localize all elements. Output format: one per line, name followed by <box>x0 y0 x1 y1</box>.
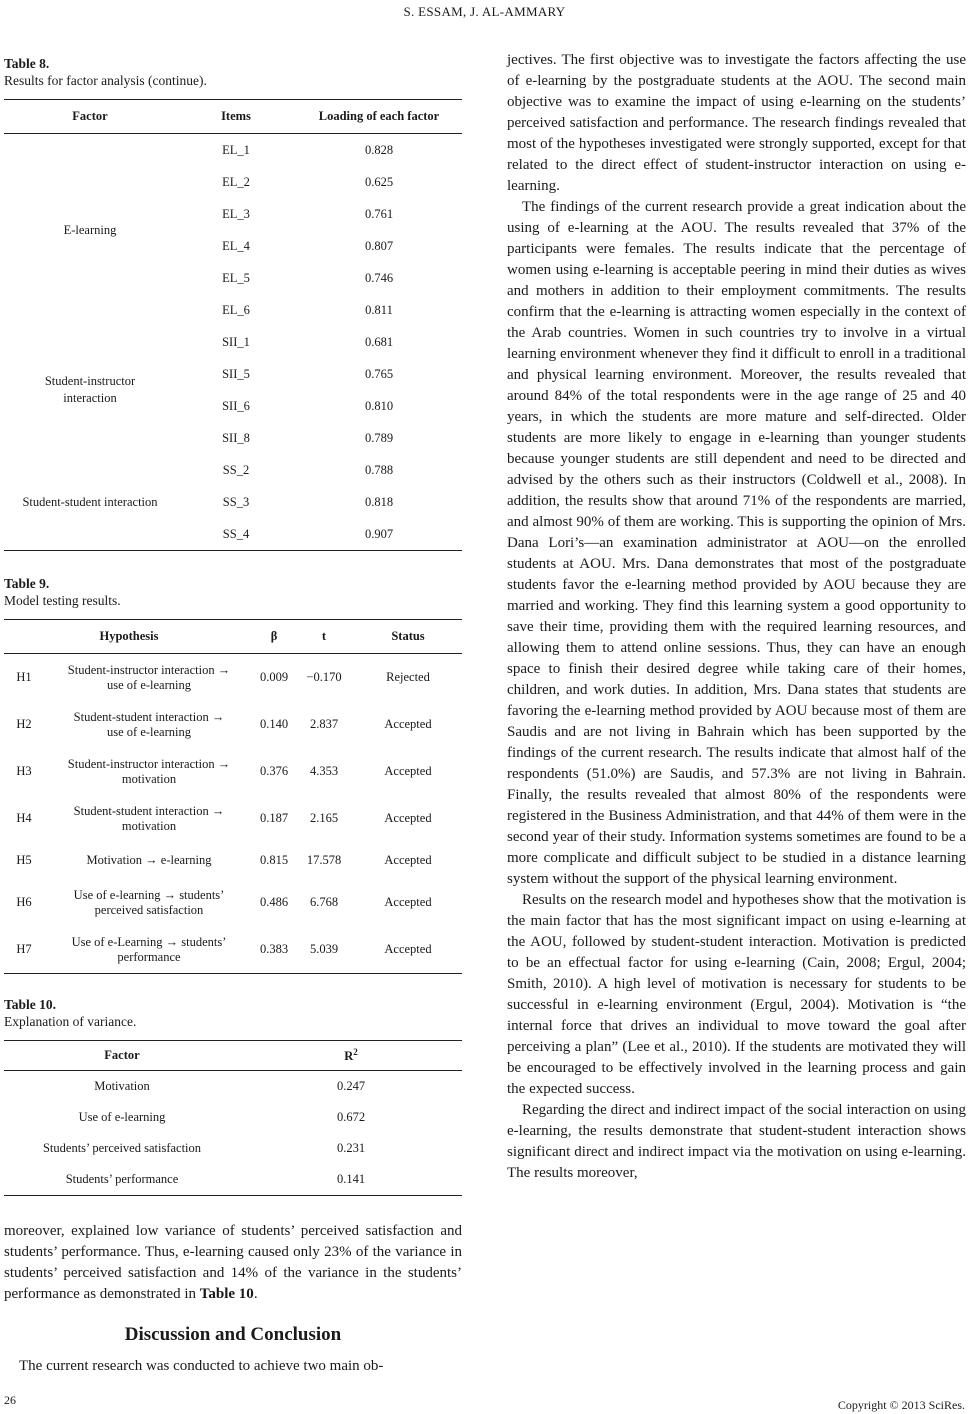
left-paragraph-2: The current research was conducted to achieve two main ob- <box>19 1358 384 1374</box>
table-row <box>4 326 462 358</box>
item-cell: SS_2 <box>222 462 250 477</box>
t-cell: 6.768 <box>309 895 339 909</box>
table8 <box>4 99 462 551</box>
hypothesis-text <box>44 926 254 974</box>
hypothesis-line1: Motivation → e-learning <box>86 853 212 867</box>
table-row <box>4 842 462 879</box>
table-row <box>4 879 462 926</box>
hypothesis-id: H4 <box>16 811 32 825</box>
status-cell: Accepted <box>384 853 432 867</box>
item-cell: SS_3 <box>222 494 250 509</box>
hypothesis-id: H1 <box>16 670 32 684</box>
hypothesis-line1: Student-student interaction → <box>73 709 225 724</box>
table-row <box>4 1164 462 1196</box>
hypothesis-line1: Student-student interaction → <box>73 803 225 818</box>
table8-factor-cell: Student-student interaction <box>4 454 176 551</box>
t-cell: 4.353 <box>309 764 339 778</box>
table8-factor-cell: Student-instructor interaction <box>44 374 136 405</box>
hypothesis-line1: Use of e-learning → students’ <box>73 887 225 902</box>
right-paragraph-2: The findings of the current research provide a great indication about the using of e-learning at the AOU. The results revealed that 37% of the participants were females. The results indicate that the percentage of women using e-learning is acceptable peering in mind their duties as wives and mothers in addition to their employment commitments. The results confirm that the e-learning is attracting women especially in the context of the Arab countries. Women in such countries try to involve in a virtual learning environment whenever they find it difficult to enroll in a traditional and physical learning environment. Moreover, the results revealed that around 84% of the total respondents were in the age range of 25 and 40 years, in which the students are more mature and self-directed. Older students are more likely to engage in e-learning than younger students because younger students are still dependent and need to be directed and advised by the others such as their instructors (Coldwell et al., 2008). In addition, the results show that around 71% of the respondents are married, and almost 90% of them are working. This is supporting the opinion of Mrs. Dana Lori’s—an examination administrator at AOU—on the enrolled students at AOU. Mrs. Dana demonstrates that most of the postgraduate students favor the e-learning method provided by AOU because they are married and working. They find this learning system a good opportunity to save their time, providing them with the required learning resources, and allowing them to attend online sessions. Thus, they can have an enough space to finish their desired degree while taking care of their homes, children, and work duties. In addition, Mrs. Dana states that students are favoring the e-learning method provided by AOU because most of them are Saudis and are not living in Bahrain which has been supported by the findings of the current research. The results indicate that almost half of the respondents (51.0%) are Saudis, and 57.3% are not living in Bahrain. Finally, the results revealed that almost 80% of the respondents were registered in the Business Administration, and that 44% of them were in the second year of their study. Information systems sometimes are found to be a more complicate and difficult subject to be studied in a distance learning system without the support of the physical learning environment. <box>507 199 966 887</box>
item-cell: EL_6 <box>222 302 250 317</box>
table9-header-hypothesis: Hypothesis <box>4 620 254 654</box>
table8-title: Table 8. <box>4 56 50 71</box>
hypothesis-id: H2 <box>16 717 32 731</box>
hypothesis-text <box>44 795 254 842</box>
hypothesis-text <box>44 879 254 926</box>
hypothesis-line2: performance <box>117 949 181 964</box>
hypothesis-line2: motivation <box>121 818 177 833</box>
table10-header-r2 <box>240 1041 462 1071</box>
beta-cell: 0.009 <box>259 670 289 684</box>
item-cell: EL_1 <box>222 142 250 157</box>
table9-header-status: Status <box>354 620 462 654</box>
loading-cell: 0.818 <box>364 494 394 509</box>
table-row <box>4 1102 462 1133</box>
hypothesis-id: H5 <box>16 853 32 867</box>
factor-cell: Students’ perceived satisfaction <box>42 1141 202 1155</box>
hypothesis-line1: Use of e-Learning → students’ <box>71 934 227 949</box>
table9-subtitle: Model testing results. <box>4 593 121 608</box>
table-row <box>4 654 462 702</box>
t-cell: 17.578 <box>306 853 342 867</box>
hypothesis-line1: Student-instructor interaction → <box>67 662 231 677</box>
t-cell: 2.165 <box>309 811 339 825</box>
status-cell: Accepted <box>384 717 432 731</box>
status-cell: Accepted <box>384 895 432 909</box>
copyright: Copyright © 2013 SciRes. <box>837 1398 965 1412</box>
status-cell: Accepted <box>384 811 432 825</box>
right-paragraph-1: jectives. The first objective was to investigate the factors affecting the use of e-learning by the postgraduate students at the AOU. The second main objective was to examine the impact of using e-learning on the students’ perceived satisfaction and performance. The research findings revealed that most of the hypotheses investigated were strongly supported, except for that related to the direct effect of student-instructor interaction on using e-learning. <box>507 52 966 194</box>
r2-cell: 0.247 <box>336 1079 366 1093</box>
beta-cell: 0.486 <box>259 895 289 909</box>
table9-header-t: t <box>294 620 354 654</box>
table9-caption <box>4 575 462 609</box>
loading-cell: 0.811 <box>365 302 393 317</box>
r2-cell: 0.672 <box>336 1110 366 1124</box>
table-row <box>4 1071 462 1103</box>
beta-cell: 0.815 <box>259 853 289 867</box>
right-column <box>507 50 966 1184</box>
factor-cell: Students’ performance <box>4 1164 240 1196</box>
table-row <box>4 1133 462 1164</box>
hypothesis-id: H3 <box>16 764 32 778</box>
r2-cell: 0.141 <box>240 1164 462 1196</box>
status-cell: Accepted <box>354 926 462 974</box>
item-cell: SII_5 <box>222 366 250 381</box>
t-cell: 5.039 <box>294 926 354 974</box>
table-row <box>4 926 462 974</box>
beta-cell: 0.187 <box>259 811 289 825</box>
hypothesis-line2: perceived satisfaction <box>94 902 204 917</box>
table10 <box>4 1040 462 1196</box>
item-cell: EL_5 <box>222 270 250 285</box>
item-cell: SII_6 <box>222 398 250 413</box>
hypothesis-text <box>44 654 254 702</box>
beta-cell: 0.140 <box>259 717 289 731</box>
status-cell: Accepted <box>384 764 432 778</box>
loading-cell: 0.625 <box>364 174 394 189</box>
hypothesis-line2: use of e-learning <box>107 724 191 739</box>
table8-header-loading: Loading of each factor <box>296 100 462 134</box>
table-row <box>4 748 462 795</box>
item-cell: EL_2 <box>222 174 250 189</box>
r2-cell: 0.231 <box>336 1141 366 1155</box>
table10-subtitle: Explanation of variance. <box>4 1014 137 1029</box>
hypothesis-line2: motivation <box>121 771 177 786</box>
table-row <box>4 134 462 167</box>
hypothesis-text <box>44 748 254 795</box>
hypothesis-text <box>44 842 254 879</box>
hypothesis-id: H6 <box>16 895 32 909</box>
table-row <box>4 454 462 486</box>
right-paragraph-4: Regarding the direct and indirect impact of the social interaction on using e-learning, the results demonstrate that student-student interaction shows significant direct and indirect impact via the motivation on using e-learning. The results moreover, <box>507 1102 966 1181</box>
item-cell: SII_8 <box>222 430 250 445</box>
running-header: S. ESSAM, J. AL-AMMARY <box>403 4 566 19</box>
table10-title: Table 10. <box>4 997 57 1012</box>
left-paragraph-1-text: moreover, explained low variance of students’ perceived satisfaction and students’ performance. Thus, e-learning caused only 23% of the variance in students’ perceived satisfaction and 14% of the variance in the students’ performance as demonstrated in <box>4 1223 462 1302</box>
t-cell: 2.837 <box>309 717 339 731</box>
table9-header-beta: β <box>254 620 294 654</box>
hypothesis-line2: use of e-learning <box>107 677 191 692</box>
table9 <box>4 619 462 974</box>
loading-cell: 0.681 <box>364 334 394 349</box>
table8-header-factor: Factor <box>4 100 176 134</box>
table9-title: Table 9. <box>4 576 50 591</box>
item-cell: SS_4 <box>176 518 296 551</box>
left-paragraph-1-end: . <box>253 1286 258 1302</box>
item-cell: SII_1 <box>222 334 250 349</box>
table10-reference: Table 10 <box>199 1286 254 1302</box>
loading-cell: 0.828 <box>364 142 394 157</box>
loading-cell: 0.789 <box>364 430 394 445</box>
right-paragraph-3: Results on the research model and hypotheses show that the motivation is the main factor that has the most significant impact on using e-learning at the AOU, followed by student-student interaction. Motivation is predicted to be an effectual factor for using e-learning (Cain, 2008; Ergul, 2004; Smith, 2010). A high level of motivation is necessary for students to be successful in e-learning environment (Ergul, 2004). Motivation is “the internal force that drives an individual to move toward the goal after perceiving a plan” (Lee et al., 2010). If the students are motivated they will be encouraged to be effectively involved in the learning process and gain the expected success. <box>507 892 966 1097</box>
item-cell: EL_4 <box>222 238 250 253</box>
left-column <box>4 55 462 1377</box>
r-superscript: 2 <box>353 1046 358 1057</box>
hypothesis-text <box>44 701 254 748</box>
table8-caption <box>4 55 462 89</box>
factor-cell: Motivation <box>94 1079 150 1093</box>
loading-cell: 0.810 <box>364 398 394 413</box>
beta-cell: 0.376 <box>259 764 289 778</box>
loading-cell: 0.746 <box>364 270 394 285</box>
table8-subtitle: Results for factor analysis (continue). <box>4 73 207 88</box>
t-cell: −0.170 <box>306 670 342 684</box>
beta-cell: 0.383 <box>254 926 294 974</box>
table-row <box>4 795 462 842</box>
section-title: Discussion and Conclusion <box>124 1324 342 1345</box>
table8-factor-cell: E-learning <box>63 222 117 237</box>
table10-header-factor: Factor <box>4 1041 240 1071</box>
loading-cell: 0.807 <box>364 238 394 253</box>
hypothesis-id: H7 <box>4 926 44 974</box>
page-number: 26 <box>4 1393 16 1407</box>
factor-cell: Use of e-learning <box>78 1110 166 1124</box>
loading-cell: 0.788 <box>364 462 394 477</box>
loading-cell: 0.765 <box>364 366 394 381</box>
hypothesis-line1: Student-instructor interaction → <box>67 756 231 771</box>
r-label: R <box>344 1049 354 1064</box>
table8-header-items: Items <box>176 100 296 134</box>
loading-cell: 0.907 <box>296 518 462 551</box>
left-paragraph-1 <box>4 1221 462 1305</box>
status-cell: Rejected <box>386 670 430 684</box>
item-cell: EL_3 <box>222 206 250 221</box>
table10-caption <box>4 996 462 1030</box>
loading-cell: 0.761 <box>364 206 394 221</box>
table-row <box>4 701 462 748</box>
